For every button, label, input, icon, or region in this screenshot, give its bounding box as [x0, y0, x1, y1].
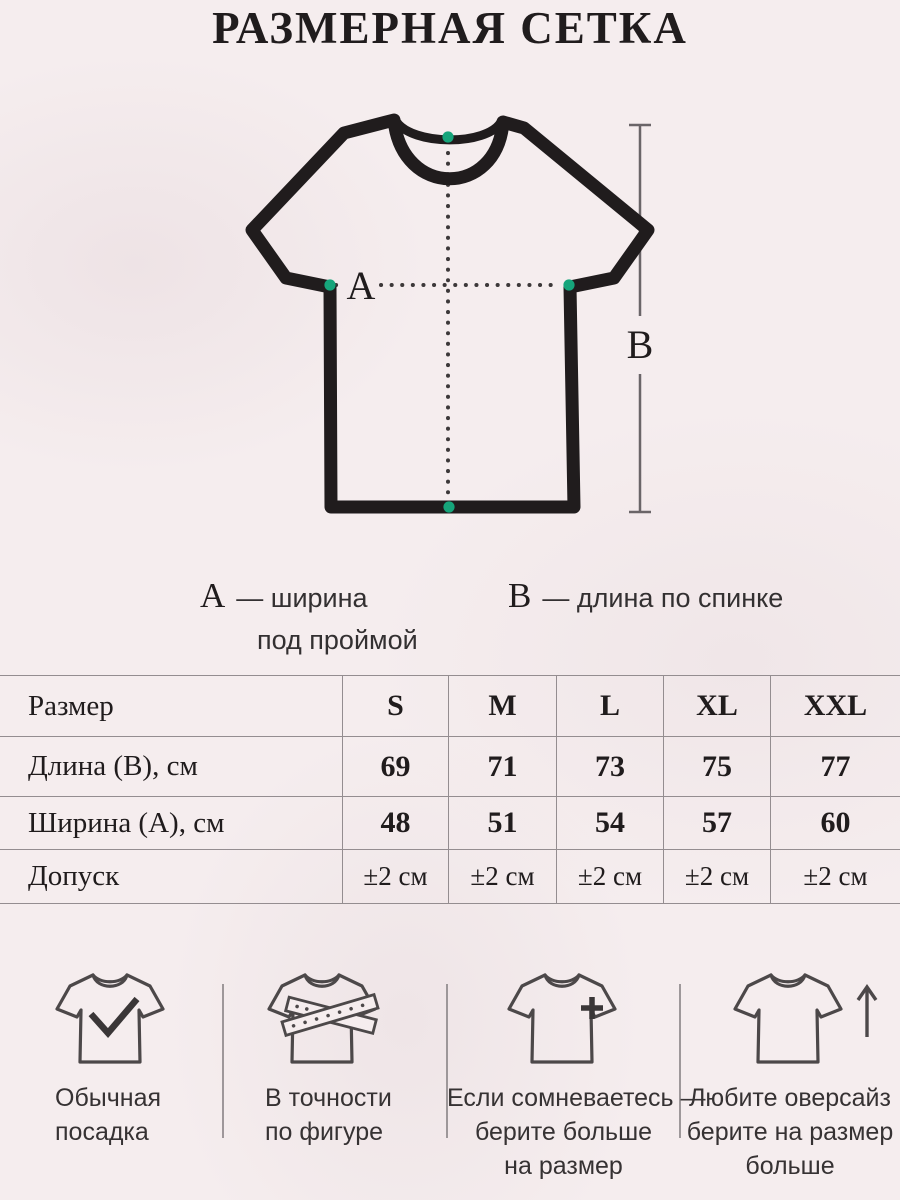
legend-length [508, 576, 783, 616]
size-table [0, 675, 900, 904]
legend-a-text-line2: под проймой [257, 625, 418, 655]
table-row-width [0, 797, 900, 850]
length-s: 69 [343, 737, 449, 796]
checkmark-icon [91, 999, 137, 1033]
size-l: L [557, 676, 664, 736]
row-label: Ширина (A), см [0, 797, 343, 849]
tshirt-check-icon [50, 962, 170, 1070]
tolerance-m: ±2 см [449, 850, 557, 903]
tshirt-outline [252, 120, 648, 507]
size-s: S [343, 676, 449, 736]
table-row-tolerance [0, 850, 900, 904]
measure-a-label: A [346, 263, 376, 308]
tip-caption-oversize: Любите оверсайз берите на размер больше [686, 1084, 894, 1180]
tolerance-xxl: ±2 см [803, 861, 868, 891]
tip-caption-regular-fit: Обычная посадка [55, 1084, 162, 1146]
row-label: Допуск [0, 850, 343, 903]
legend-b-text: — длина по спинке [542, 583, 784, 613]
tolerance-xl: ±2 см [664, 850, 771, 903]
tshirt-measurement-diagram [230, 95, 690, 540]
table-row-length [0, 737, 900, 797]
arrow-up-icon [858, 987, 876, 1037]
legend-width [200, 576, 418, 656]
left-armpit-anchor-dot [324, 279, 335, 290]
tips-divider-1 [222, 984, 224, 1138]
dotted-guides [336, 153, 561, 499]
legend-a-letter: А [200, 576, 226, 615]
tip-caption-size-up-if-unsure: Если сомневаетесь — берите больше на размер [447, 1084, 706, 1180]
legend-a-text: — ширина [236, 583, 368, 613]
width-xxl: 60 [820, 806, 851, 839]
size-xxl: XXL [803, 689, 868, 722]
measure-b-label: B [626, 322, 654, 367]
page-title: РАЗМЕРНАЯ СЕТКА [212, 3, 688, 53]
size-m: M [449, 676, 557, 736]
length-xl: 75 [664, 737, 771, 796]
right-armpit-anchor-dot [563, 279, 574, 290]
width-s: 48 [343, 797, 449, 849]
table-header-label: Размер [0, 676, 343, 736]
tip-caption-exact-fit: В точности по фигуре [265, 1084, 392, 1146]
measure-b-line [629, 125, 651, 512]
row-label: Длина (B), см [0, 737, 343, 796]
tshirt-plus-icon [502, 962, 626, 1070]
width-l: 54 [557, 797, 664, 849]
tshirt-tape-icon [262, 962, 382, 1070]
tshirt-arrow-icon [722, 962, 877, 1070]
table-header-row [0, 676, 900, 737]
neck-anchor-dot [442, 131, 453, 142]
length-l: 73 [557, 737, 664, 796]
hem-anchor-dot [443, 501, 454, 512]
length-m: 71 [449, 737, 557, 796]
size-xl: XL [664, 676, 771, 736]
length-xxl: 77 [820, 749, 851, 783]
width-m: 51 [449, 797, 557, 849]
tolerance-s: ±2 см [343, 850, 449, 903]
legend-b-letter: В [508, 576, 532, 615]
tolerance-l: ±2 см [557, 850, 664, 903]
width-xl: 57 [664, 797, 771, 849]
